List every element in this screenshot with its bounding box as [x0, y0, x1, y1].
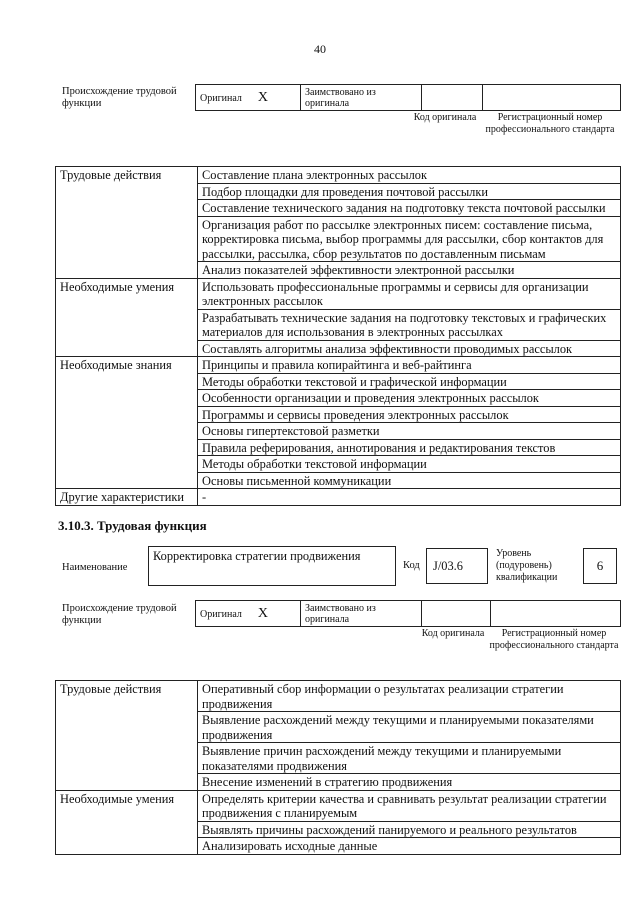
origin-label: Происхождение трудовой функции	[62, 86, 177, 109]
table-row	[56, 167, 621, 184]
item-cell: Организация работ по рассылке электронных писем: составление письма, корректировка письма, выбор программы для рассылки, сбор контактов для рассылки, рассылка, сбор результатов по доставленным письмам	[198, 216, 621, 262]
original-label: Оригинал	[200, 92, 242, 104]
borrowed-label-2: Заимствовано из оригинала	[305, 602, 376, 625]
item-cell: Использовать профессиональные программы и сервисы для организации электронных рассылок	[198, 278, 621, 309]
code-caption-2: Код оригинала	[421, 628, 485, 639]
category-cell: Необходимые умения	[56, 790, 198, 854]
table-row	[56, 681, 621, 712]
code-value: J/03.6	[426, 548, 488, 584]
reg-number-cell	[483, 85, 621, 111]
item-cell: Основы письменной коммуникации	[198, 472, 621, 489]
original-mark: X	[257, 89, 269, 105]
table-row	[56, 489, 621, 506]
item-cell: Подбор площадки для проведения почтовой рассылки	[198, 183, 621, 200]
name-value: Корректировка стратегии продвижения	[148, 546, 396, 586]
section-title: 3.10.3. Трудовая функция	[58, 518, 207, 533]
reg-number-cell-2	[491, 601, 621, 627]
item-cell: Анализировать исходные данные	[198, 838, 621, 855]
category-cell: Другие характеристики	[56, 489, 198, 506]
item-cell: Составлять алгоритмы анализа эффективности проводимых рассылок	[198, 340, 621, 357]
item-cell: Оперативный сбор информации о результатах реализации стратегии продвижения	[198, 681, 621, 712]
item-cell: Основы гипертекстовой разметки	[198, 423, 621, 440]
original-cell-2	[196, 601, 301, 627]
code-caption: Код оригинала	[413, 112, 477, 123]
item-cell: Составление технического задания на подготовку текста почтовой рассылки	[198, 200, 621, 217]
item-cell: Программы и сервисы проведения электронных рассылок	[198, 406, 621, 423]
origin-table-2	[195, 600, 621, 627]
table-row	[56, 790, 621, 821]
category-cell: Необходимые знания	[56, 357, 198, 489]
table-row	[56, 278, 621, 309]
item-cell: Методы обработки текстовой и графической информации	[198, 373, 621, 390]
level-value: 6	[583, 548, 617, 584]
item-cell: Методы обработки текстовой информации	[198, 456, 621, 473]
name-label: Наименование	[62, 562, 128, 573]
item-cell: Правила реферирования, аннотирования и редактирования текстов	[198, 439, 621, 456]
code-original-cell-2	[422, 601, 491, 627]
reg-caption-2: Регистрационный номер профессионального стандарта	[489, 628, 619, 651]
category-cell: Трудовые действия	[56, 681, 198, 791]
original-cell	[196, 85, 301, 111]
code-label: Код	[403, 560, 420, 571]
page-number: 40	[314, 42, 326, 56]
item-cell: Составление плана электронных рассылок	[198, 167, 621, 184]
item-cell: Анализ показателей эффективности электронной рассылки	[198, 262, 621, 279]
labor-function-table-1	[55, 166, 621, 506]
item-cell: Выявление причин расхождений между текущими и планируемыми показателями продвижения	[198, 743, 621, 774]
item-cell: Внесение изменений в стратегию продвижения	[198, 774, 621, 791]
item-cell: Принципы и правила копирайтинга и веб-райтинга	[198, 357, 621, 374]
item-cell: Выявление расхождений между текущими и планируемыми показателями продвижения	[198, 712, 621, 743]
item-cell: Разрабатывать технические задания на подготовку текстовых и графических материалов для использования в электронных рассылках	[198, 309, 621, 340]
item-cell: Особенности организации и проведения электронных рассылок	[198, 390, 621, 407]
level-label: Уровень (подуровень) квалификации	[496, 548, 558, 583]
item-cell: Определять критерии качества и сравнивать результат реализации стратегии продвижения с планируемым	[198, 790, 621, 821]
item-cell: -	[198, 489, 621, 506]
labor-function-table-2	[55, 680, 621, 855]
origin-table	[195, 84, 621, 111]
category-cell: Трудовые действия	[56, 167, 198, 279]
code-original-cell	[422, 85, 483, 111]
original-label-2: Оригинал	[200, 608, 242, 620]
borrowed-label: Заимствовано из оригинала	[305, 86, 376, 109]
borrowed-cell	[301, 85, 422, 111]
reg-caption: Регистрационный номер профессионального стандарта	[485, 112, 615, 135]
item-cell: Выявлять причины расхождений панируемого и реального результатов	[198, 821, 621, 838]
table-row	[56, 357, 621, 374]
category-cell: Необходимые умения	[56, 278, 198, 357]
original-mark-2: X	[257, 605, 269, 621]
origin-label-2: Происхождение трудовой функции	[62, 603, 177, 626]
borrowed-cell-2	[301, 601, 422, 627]
